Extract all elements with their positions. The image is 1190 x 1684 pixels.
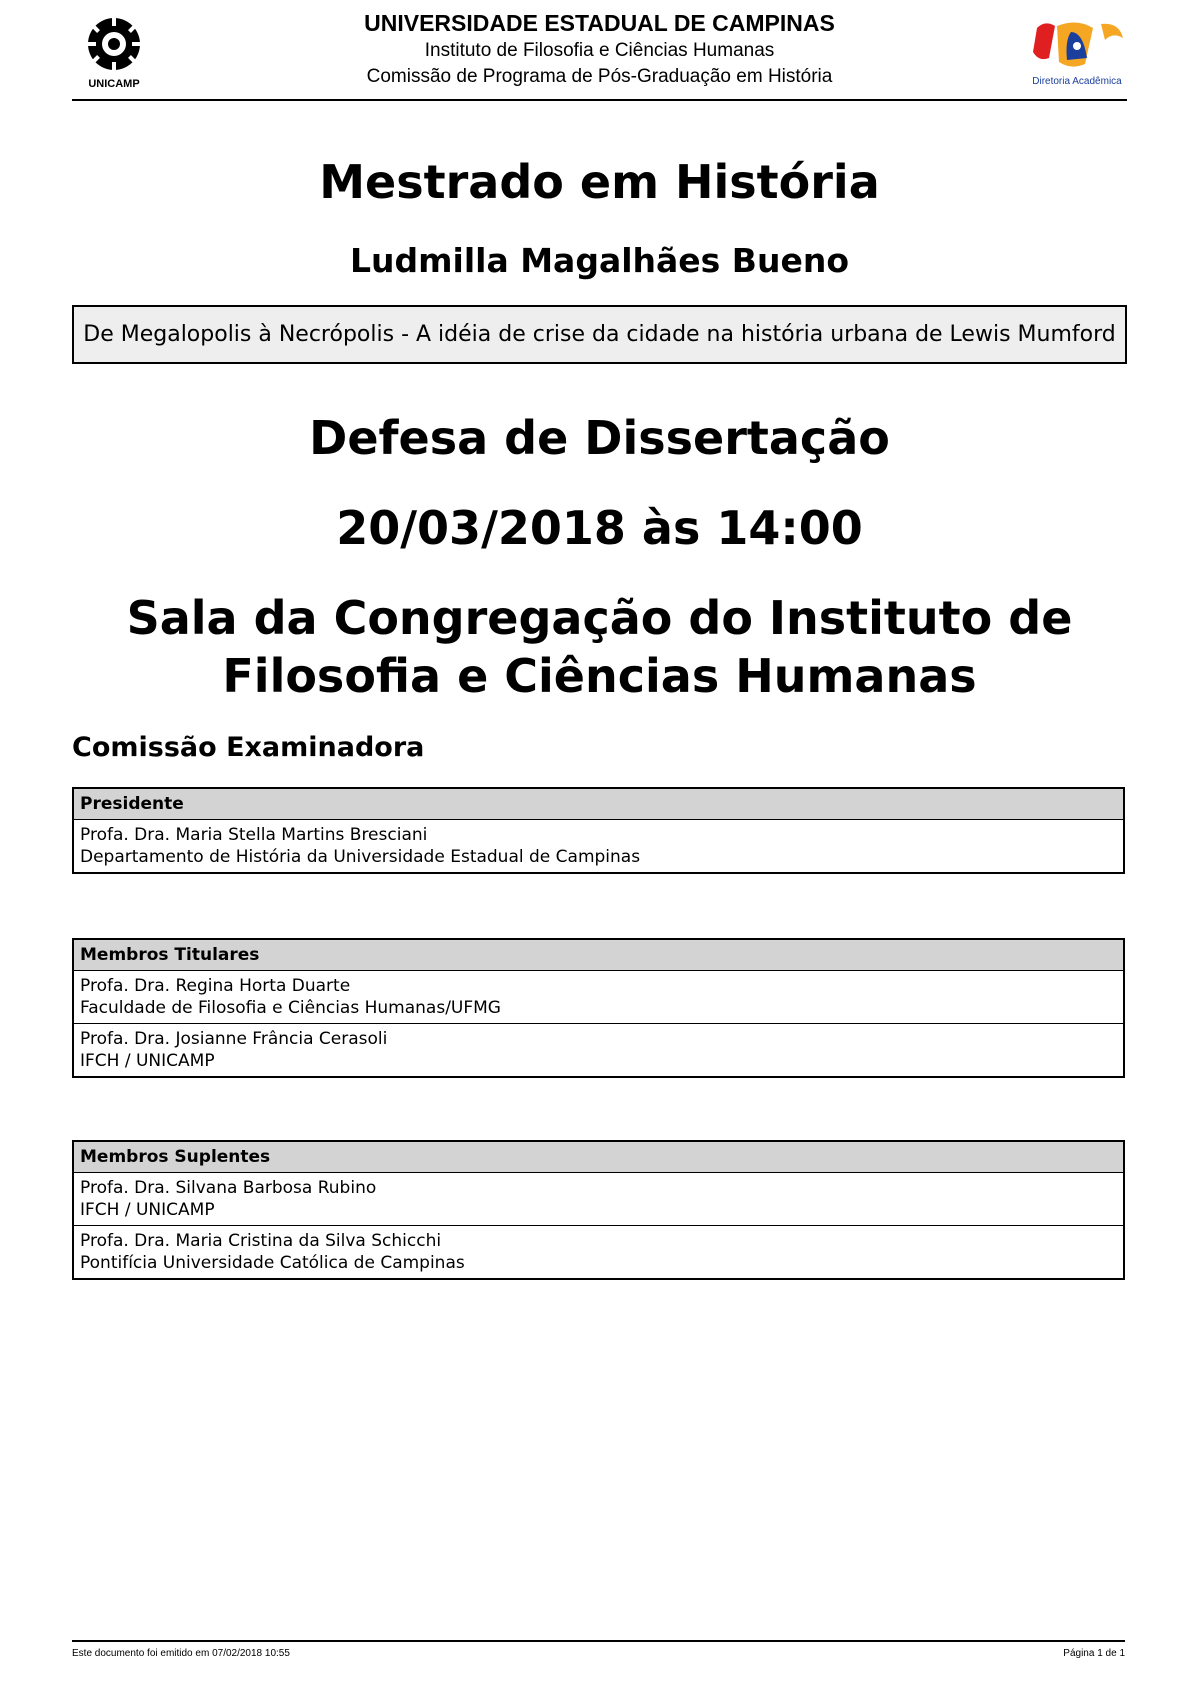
titulares-table-header: Membros Titulares bbox=[74, 940, 1123, 971]
program-title: Mestrado em História bbox=[319, 155, 880, 209]
footer-issued-text: Este documento foi emitido em 07/02/2018 10:55 bbox=[72, 1648, 290, 1659]
thesis-title: De Megalopolis à Necrópolis - A idéia de crise da cidade na história urbana de Lewis Mumford bbox=[83, 322, 1116, 347]
defense-place-line-2: Filosofia e Ciências Humanas bbox=[222, 649, 977, 703]
suplentes-table bbox=[72, 1140, 1125, 1280]
president-table bbox=[72, 787, 1125, 874]
defense-place-line-1: Sala da Congregação do Instituto de bbox=[126, 591, 1073, 645]
suplentes-table-header: Membros Suplentes bbox=[74, 1142, 1123, 1173]
member-name: Profa. Dra. Maria Cristina da Silva Schicchi bbox=[80, 1231, 442, 1251]
member-name: Profa. Dra. Regina Horta Duarte bbox=[80, 976, 351, 996]
document-header bbox=[72, 0, 1127, 101]
table-row bbox=[74, 1173, 1123, 1225]
member-name: Profa. Dra. Maria Stella Martins Bresciani bbox=[80, 825, 428, 845]
table-row bbox=[74, 971, 1123, 1023]
thesis-title-box bbox=[72, 305, 1127, 364]
member-affiliation: Departamento de História da Universidade Estadual de Campinas bbox=[80, 847, 641, 867]
defense-place bbox=[72, 589, 1127, 705]
university-name: UNIVERSIDADE ESTADUAL DE CAMPINAS bbox=[364, 10, 835, 36]
committee-heading: Comissão Examinadora bbox=[72, 732, 425, 763]
defense-datetime: 20/03/2018 às 14:00 bbox=[336, 501, 863, 555]
president-table-header: Presidente bbox=[74, 789, 1123, 820]
titulares-table bbox=[72, 938, 1125, 1078]
unicamp-logo-icon bbox=[78, 12, 150, 90]
table-row bbox=[74, 820, 1123, 872]
diretoria-logo-text: Diretoria Acadêmica bbox=[1032, 76, 1122, 87]
diretoria-academica-logo-icon bbox=[1027, 18, 1127, 92]
member-affiliation: Pontifícia Universidade Católica de Campinas bbox=[80, 1253, 465, 1273]
member-name: Profa. Dra. Josianne Frância Cerasoli bbox=[80, 1029, 388, 1049]
member-name: Profa. Dra. Silvana Barbosa Rubino bbox=[80, 1178, 377, 1198]
member-affiliation: IFCH / UNICAMP bbox=[80, 1051, 215, 1071]
member-affiliation: Faculdade de Filosofia e Ciências Humanas/UFMG bbox=[80, 998, 501, 1018]
defense-title: Defesa de Dissertação bbox=[309, 411, 890, 465]
unicamp-logo-text: UNICAMP bbox=[88, 78, 140, 90]
commission-name: Comissão de Programa de Pós-Graduação em História bbox=[366, 66, 833, 87]
footer-page-number: Página 1 de 1 bbox=[1063, 1648, 1125, 1659]
header-text-block bbox=[232, 8, 967, 90]
table-row bbox=[74, 1225, 1123, 1278]
member-affiliation: IFCH / UNICAMP bbox=[80, 1200, 215, 1220]
table-row bbox=[74, 1023, 1123, 1076]
student-name: Ludmilla Magalhães Bueno bbox=[350, 241, 849, 280]
footer-divider bbox=[72, 1640, 1125, 1642]
institute-name: Instituto de Filosofia e Ciências Humanas bbox=[424, 40, 775, 61]
